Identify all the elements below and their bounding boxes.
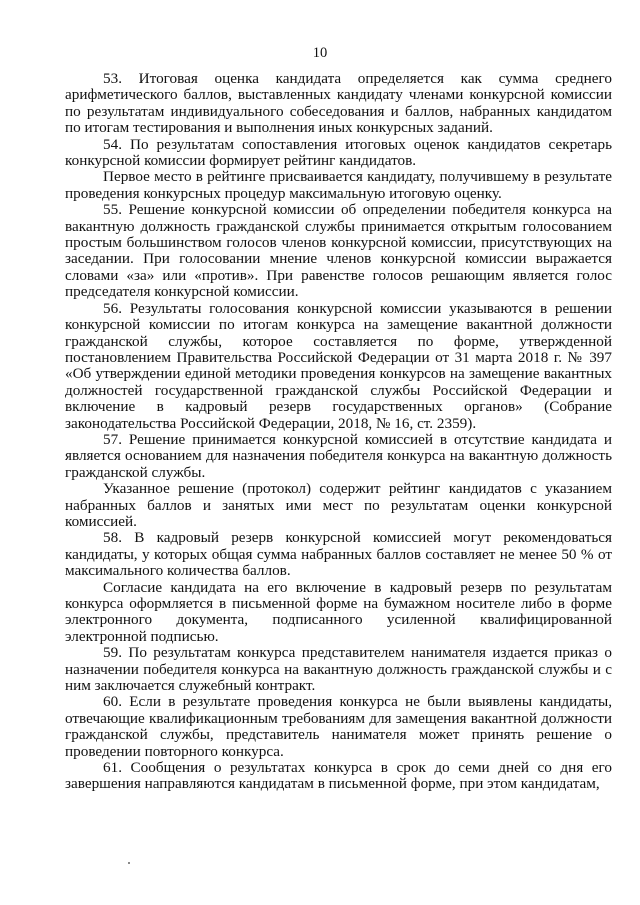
body-text [65, 71, 612, 793]
paragraph-54: 54. По результатам сопоставления итоговых оценок кандидатов секретарь конкурсной комиссии формирует рейтинг кандидатов. [65, 135, 612, 170]
paragraph-57-protocol: Указанное решение (протокол) содержит рейтинг кандидатов с указанием набранных баллов и занятых ими мест по результатам оценки конкурсной комиссией. [65, 480, 612, 530]
paragraph-53: 53. Итоговая оценка кандидата определяется как сумма среднего арифметического баллов, выставленных кандидату членами конкурсной комиссии по результатам индивидуального собеседования и баллов, набранных кандидатом по итогам тестирования и выполнения иных конкурсных заданий. [65, 70, 612, 137]
page-number: 10 [312, 45, 328, 61]
paragraph-54-first-place: Первое место в рейтинге присваивается кандидату, получившему в результате проведения конкурсных процедур максимальную итоговую оценку. [65, 168, 612, 202]
paragraph-56: 56. Результаты голосования конкурсной комиссии указываются в решении конкурсной комиссии по итогам конкурса на замещение вакантной должности гражданской службы, которое составляется по форме, утвержденной постановлением Правительства Российской Федерации от 31 марта 2018 г. № 397 «Об утверждении единой методики проведения конкурсов на замещение вакантных должностей государственной гражданской службы Российской Федерации и включение в кадровый резерв государственных органов» (Собрание законодательства Российской Федерации, 2018, № 16, ст. 2359). [65, 299, 612, 432]
scan-dot [128, 862, 130, 864]
paragraph-55: 55. Решение конкурсной комиссии об определении победителя конкурса на вакантную должность гражданской службы принимается открытым голосованием простым большинством голосов членов конкурсной комиссии, присутствующих на заседании. При голосовании мнение членов конкурсной комиссии выражается словами «за» или «против». При равенстве голосов решающим является голос председателя конкурсной комиссии. [65, 201, 612, 301]
paragraph-59: 59. По результатам конкурса представителем нанимателя издается приказ о назначении победителя конкурса на вакантную должность гражданской службы и с ним заключается служебный контракт. [65, 644, 612, 695]
paragraph-61: 61. Сообщения о результатах конкурса в срок до семи дней со дня его завершения направляются кандидатам в письменной форме, при этом кандидатам, [65, 759, 612, 793]
paragraph-60: 60. Если в результате проведения конкурса не были выявлены кандидаты, отвечающие квалификационным требованиям для замещения вакантной должности гражданской службы, представитель нанимателя может принять решение о проведении повторного конкурса. [65, 693, 612, 760]
paragraph-57: 57. Решение принимается конкурсной комиссией в отсутствие кандидата и является основанием для назначения победителя конкурса на вакантную должность гражданской службы. [65, 430, 612, 481]
paragraph-58: 58. В кадровый резерв конкурсной комиссией могут рекомендоваться кандидаты, у которых общая сумма набранных баллов составляет не менее 50 % от максимального количества баллов. [65, 529, 612, 580]
paragraph-58-consent: Согласие кандидата на его включение в кадровый резерв по результатам конкурса оформляется в письменной форме на бумажном носителе либо в форме электронного документа, подписанного усиленной квалифицированной электронной подписью. [65, 578, 612, 645]
